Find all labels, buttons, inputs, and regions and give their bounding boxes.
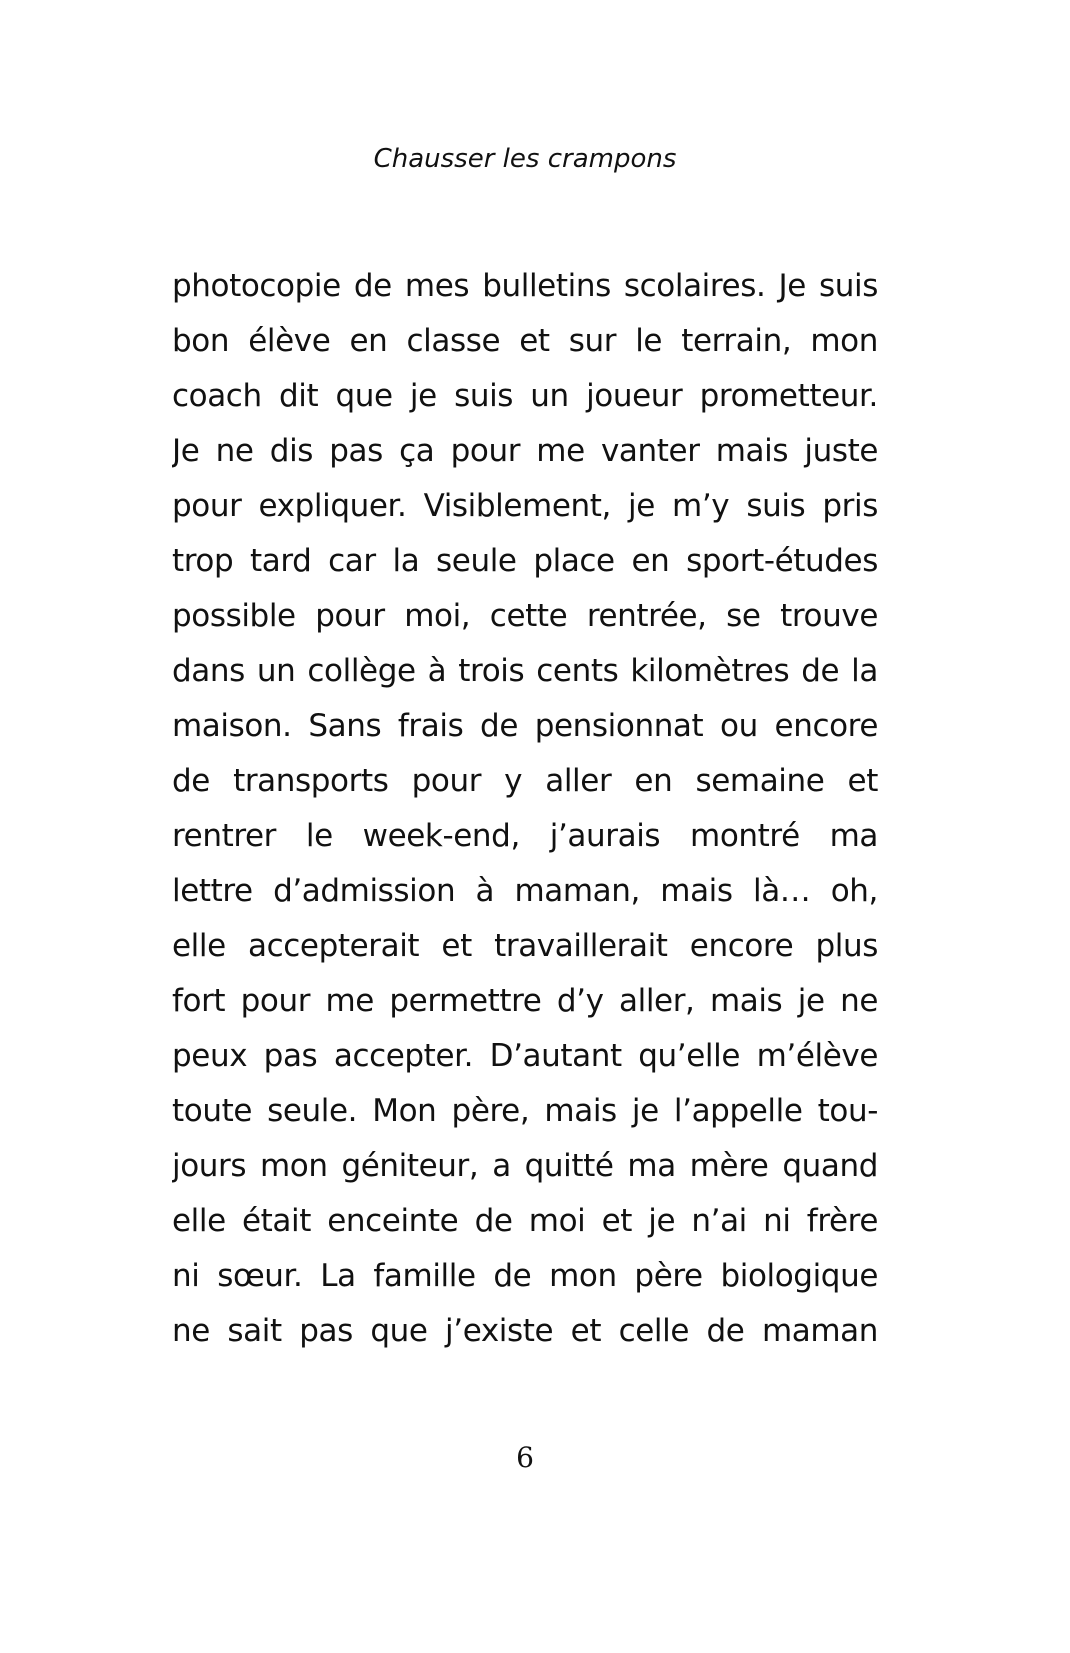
text-line: elle accepterait et travaillerait encore plus (172, 928, 878, 964)
text-line: peux pas accepter. D’autant qu’elle m’élève (172, 1038, 878, 1074)
text-line: elle était enceinte de moi et je n’ai ni frère (172, 1203, 878, 1239)
text-line: rentrer le week-end, j’aurais montré ma (172, 818, 878, 854)
text-line: possible pour moi, cette rentrée, se trouve (172, 598, 878, 634)
text-line: coach dit que je suis un joueur prometteur. (172, 378, 878, 414)
text-line: ne sait pas que j’existe et celle de maman (172, 1313, 878, 1349)
text-line: Je ne dis pas ça pour me vanter mais juste (172, 433, 878, 469)
text-line: lettre d’admission à maman, mais là… oh, (172, 873, 878, 909)
text-line: toute seule. Mon père, mais je l’appelle tou- (172, 1093, 878, 1129)
text-line: bon élève en classe et sur le terrain, mon (172, 323, 878, 359)
page-number: 6 (516, 1441, 534, 1474)
text-line: de transports pour y aller en semaine et (172, 763, 878, 799)
text-line: jours mon géniteur, a quitté ma mère quand (172, 1148, 878, 1184)
text-line: dans un collège à trois cents kilomètres de la (172, 653, 878, 689)
text-line: fort pour me permettre d’y aller, mais je ne (172, 983, 878, 1019)
text-line: trop tard car la seule place en sport-études (172, 543, 878, 579)
text-line: photocopie de mes bulletins scolaires. Je suis (172, 268, 878, 304)
body-paragraph (172, 262, 878, 1362)
text-line: ni sœur. La famille de mon père biologique (172, 1258, 878, 1294)
running-header-title: Chausser les crampons (373, 144, 677, 174)
text-line: maison. Sans frais de pensionnat ou encore (172, 708, 878, 744)
text-line: pour expliquer. Visiblement, je m’y suis pris (172, 488, 878, 524)
